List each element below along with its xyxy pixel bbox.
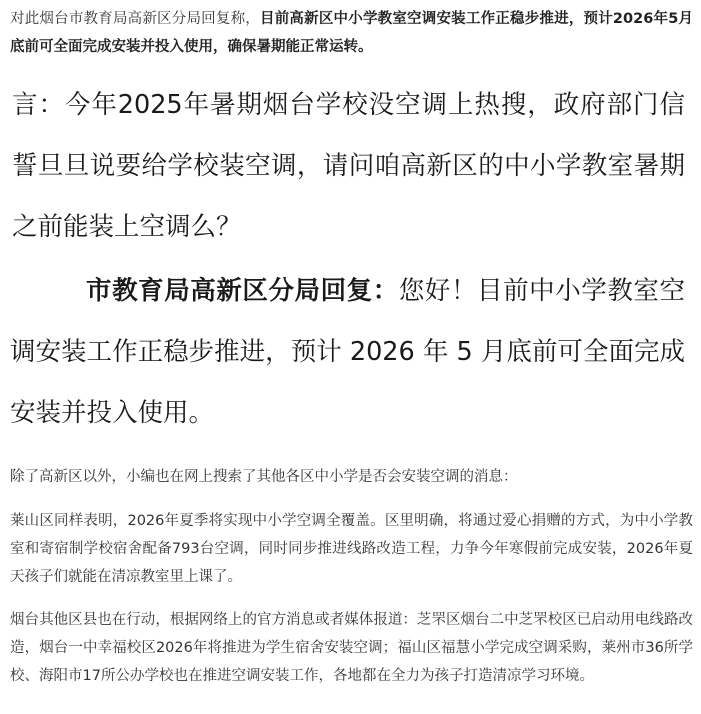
intro-paragraph — [10, 5, 693, 61]
intro-lead-text: 对此烟台市教育局高新区分局回复称， — [10, 11, 260, 27]
embedded-reply-screenshot — [10, 75, 693, 444]
official-reply — [10, 261, 685, 444]
paragraph-search-note: 除了高新区以外，小编也在网上搜索了其他各区中小学是否会安装空调的消息： — [10, 469, 518, 485]
paragraph-other-districts: 烟台其他区县也在行动，根据网络上的官方消息或者媒体报道：芝罘区烟台二中芝罘校区已启动用电线路改造，烟台一中幸福校区2026年将推进为学生宿舍安装空调；福山区福慧小学完成空调采购，莱州市36所学校、海阳市17所公办学校也在推进空调安装工作，各地都在全力为孩子打造清凉学习环境。 — [10, 612, 693, 684]
citizen-question: 言：今年2025年暑期烟台学校没空调上热搜，政府部门信誓旦旦说要给学校装空调，请问咱高新区的中小学教室暑期之前能装上空调么？ — [12, 90, 685, 242]
article-body — [10, 0, 693, 690]
paragraph-laishan: 莱山区同样表明，2026年夏季将实现中小学空调全覆盖。区里明确，将通过爱心捐赠的方式，为中小学教室和寄宿制学校宿舍配备793台空调，同时同步推进线路改造工程，力争今年寒假前完成安装，2026年夏天孩子们就能在清凉教室里上课了。 — [10, 513, 693, 585]
reply-label: 市教育局高新区分局回复： — [86, 276, 399, 306]
intro-bold-text: 目前高新区中小学教室空调安装工作正稳步推进，预计2026年5月底前可全面完成安装并投入使用，确保暑期能正常运转。 — [10, 11, 693, 55]
reply-text: 您好！目前中小学教室空调安装工作正稳步推进，预计 2026 年 5 月底前可全面完成安装并投入使用。 — [10, 276, 685, 428]
